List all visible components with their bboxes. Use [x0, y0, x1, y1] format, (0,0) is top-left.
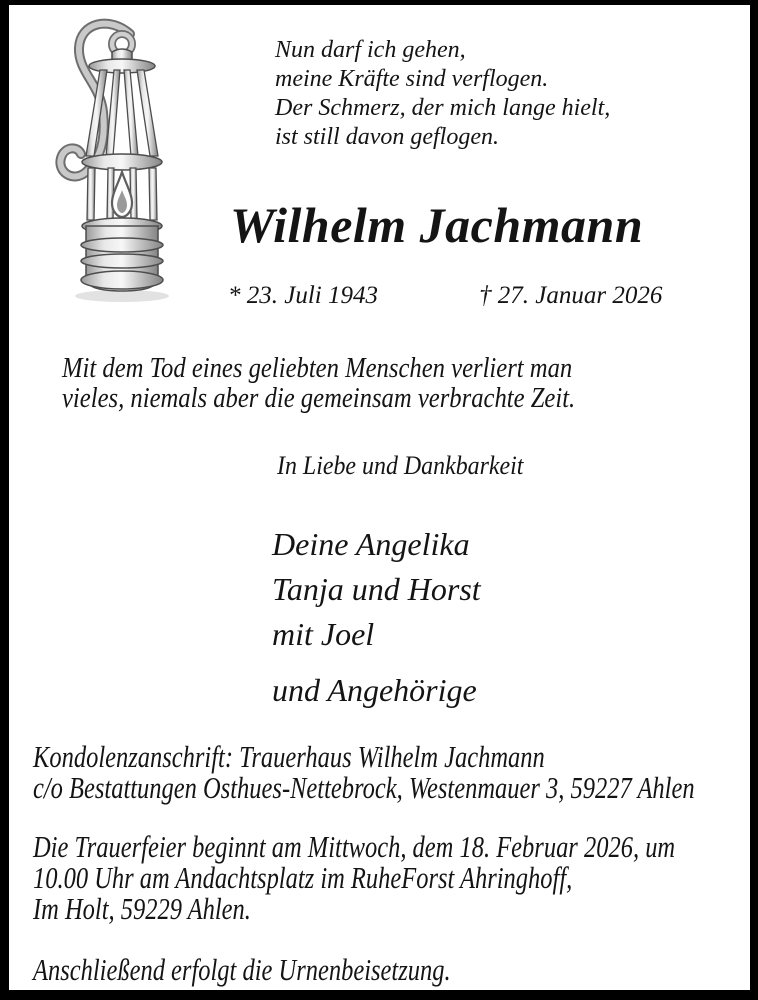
condolence-line: vieles, niemals aber die gemeinsam verbrachte Zeit.: [62, 383, 576, 414]
mourner: Tanja und Horst: [272, 571, 481, 607]
funeral-line: Die Trauerfeier beginnt am Mittwoch, dem 18. Februar 2026, um: [33, 829, 676, 864]
mourner: Deine Angelika: [272, 526, 470, 562]
birth-date: * 23. Juli 1943: [228, 282, 378, 309]
address-line: c/o Bestattungen Osthues-Nettebrock, Westenmauer 3, 59227 Ahlen: [33, 770, 695, 805]
mourners-list: [272, 522, 481, 713]
opening-poem: [275, 36, 610, 152]
condolence-address: [33, 741, 695, 803]
condolence-text: [62, 354, 575, 414]
burial-note: Anschließend erfolgt die Urnenbeisetzung.: [33, 952, 451, 987]
mourner: und Angehörige: [272, 672, 477, 708]
funeral-line: Im Holt, 59229 Ahlen.: [33, 891, 251, 926]
poem-line: meine Kräfte sind verflogen.: [275, 66, 549, 92]
tribute-line: In Liebe und Dankbarkeit: [277, 451, 524, 480]
poem-line: Nun darf ich gehen,: [275, 37, 466, 63]
funeral-line: 10.00 Uhr am Andachtsplatz im RuheForst Ahringhoff,: [33, 860, 573, 895]
miners-lamp-icon: [48, 14, 198, 306]
deceased-name: Wilhelm Jachmann: [230, 197, 644, 253]
poem-line: ist still davon geflogen.: [275, 124, 499, 150]
mourner: mit Joel: [272, 616, 375, 652]
condolence-line: Mit dem Tod eines geliebten Menschen verliert man: [62, 353, 573, 384]
funeral-details: [33, 831, 675, 924]
poem-line: Der Schmerz, der mich lange hielt,: [275, 95, 611, 121]
death-date: † 27. Januar 2026: [479, 282, 663, 309]
address-line: Kondolenzanschrift: Trauerhaus Wilhelm Jachmann: [33, 739, 545, 774]
